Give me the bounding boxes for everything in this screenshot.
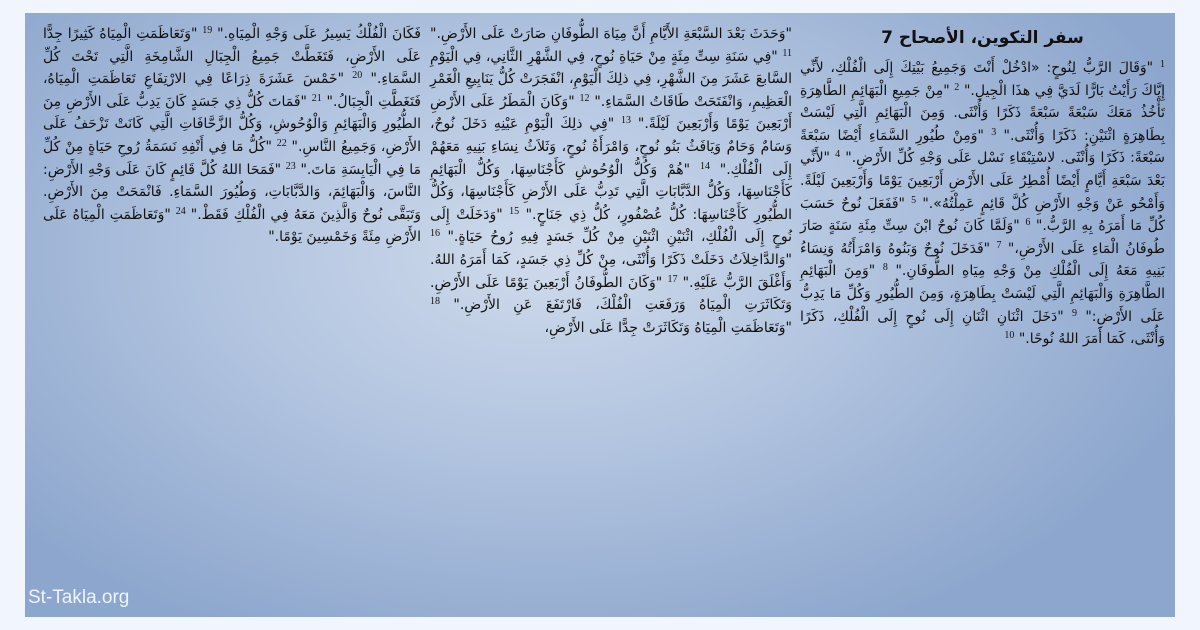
verse-text: "فَمَاتَ كُلُّ ذِي جَسَدٍ كَانَ يَدِبُّ عَلَى الأَرْضِ مِنَ الطُّيُورِ وَالْبَهَائِمِ وَالْوُحُوشِ، وَكُلُّ الزَّحَّافَاتِ الَّتِي كَانَتْ تَزْحَفُ عَلَى الأَرْضِ، وَجَمِيعُ النَّاسِ." [43, 93, 422, 155]
verse-text: فَكَانَ الْفُلْكُ يَسِيرُ عَلَى وَجْهِ الْمِيَاهِ." [217, 26, 422, 42]
verse-number: 4 [835, 149, 841, 161]
verse-text: "وَتَعَاظَمَتِ الْمِيَاهُ وَتَكَاثَرَتْ جِدًّا عَلَى الأَرْضِ، [544, 319, 792, 336]
verse-number: 18 [430, 296, 440, 308]
verse-text: "خَمْسَ عَشَرَةَ ذِرَاعًا فِي الارْتِفَاعِ تَعَاظَمَتِ الْمِيَاهُ، فَتَغَطَّتِ الْجِبَالُ." [43, 71, 421, 110]
verse-text: "وَمِنْ طُيُورِ السَّمَاءِ أَيْضًا سَبْعَةً سَبْعَةً: ذَكَرًا وَأُنْثَى. لاسْتِبْقَاءِ نَسْل عَلَى وَجْهِ كُلِّ الأَرْضِ." [800, 127, 1166, 167]
verse-number: 22 [276, 137, 287, 149]
verse-number: 1 [1160, 59, 1166, 70]
column-text [430, 23, 792, 339]
text-column-middle [430, 23, 792, 339]
verse-number: 2 [954, 81, 960, 93]
verse-text: "وَمِنَ الْبَهَائِمِ الطَّاهِرَةِ وَالْبَهَائِمِ الَّتِي لَيْسَتْ بِطَاهِرَةٍ، وَمِنَ الطُّيُورِ وَكُلِّ مَا يَدِبُّ عَلَى الأَرْضِ:" [800, 263, 1166, 325]
verse-number: 13 [621, 115, 632, 127]
verse-text: "فَفَعَلَ نُوحٌ حَسَبَ كُلِّ مَا أَمَرَهُ بِهِ الرَّبُّ." [800, 195, 1166, 235]
verse-text: "فِي ذلِكَ الْيَوْمِ عَيْنِهِ دَخَلَ نُوحٌ، وَسَامٌ وَحَامٌ وَيَافَثُ بَنُو نُوحٍ، وَامْرَأَةُ نُوحٍ، وَثَلاَثُ نِسَاءِ بَنِيهِ مَعَهُمْ إِلَى الْفُلْكِ." [430, 116, 793, 178]
verse-text: "وَدَخَلَتْ إِلَى نُوحٍ إِلَى الْفُلْكِ، اثْنَيْنِ اثْنَيْنِ مِنْ كُلِّ جَسَدٍ فِيهِ رُوحُ حَيَاةٍ." [430, 206, 793, 246]
verse-number: 10 [1004, 330, 1015, 342]
column-text [43, 23, 421, 249]
chapter-panel [25, 13, 1175, 617]
verse-number: 20 [352, 70, 363, 82]
verse-text: "وَقَالَ الرَّبُّ لِنُوحٍ: «ادْخُلْ أَنْتَ وَجَمِيعُ بَيْتِكَ إِلَى الْفُلْكِ، لأَنِّي إِيَّاكَ رَأَيْتُ بَارًّا لَدَيَّ فِي هذَا الْجِيلِ." [800, 60, 1166, 99]
verse-text: "كُلُّ مَا فِي أَنْفِهِ نَسَمَةُ رُوحِ حَيَاةٍ مِنْ كُلِّ مَا فِي الْيَابِسَةِ مَاتَ." [43, 138, 422, 178]
verse-text: "فِي سَنَةِ سِتِّ مِئَةٍ مِنْ حَيَاةِ نُوحٍ، فِي الشَّهْرِ الثَّانِي، فِي الْيَوْمِ السَّابعَ عَشَرَ مِنَ الشَّهْرِ، فِي ذلِكَ الْيَوْمِ، انْفَجَرَتْ كُلُّ يَنَابِيعِ الْغَمْرِ الْعَظِيمِ، وَانْفَتَحَتْ طَاقَاتُ السَّمَاءِ." [430, 48, 793, 110]
verse-number: 7 [996, 239, 1002, 251]
verse-number: 5 [911, 194, 917, 206]
verse-text: "وَلَمَّا كَانَ نُوحٌ ابْنَ سِتِّ مِئَةِ سَنَةٍ صَارَ طُوفَانُ الْمَاءِ عَلَى الأَرْضِ،" [800, 218, 1165, 257]
verse-text: "وَكَانَ الْمَطَرُ عَلَى الأَرْضِ أَرْبَعِينَ يَوْمًا وَأَرْبَعِينَ لَيْلَةً." [430, 93, 792, 133]
text-column-right [800, 25, 1165, 351]
verse-text: "مِنْ جَمِيعِ الْبَهَائِمِ الطَّاهِرَةِ تَأْخُذُ مَعَكَ سَبْعَةً سَبْعَةً ذَكَرًا وَأُنْثَى. وَمِنَ الْبَهَائِمِ الَّتِي لَيْسَتْ بِطَاهِرَةٍ اثْنَيْنِ: ذَكَرًا وَأُنْثَى." [800, 82, 1165, 144]
verse-number: 14 [699, 160, 710, 172]
verse-number: 21 [311, 92, 322, 104]
verse-number: 12 [579, 92, 590, 104]
verse-text: "فَدَخَلَ نُوحٌ وَبَنُوهُ وَامْرَأَتُهُ وَنِسَاءُ بَنِيهِ مَعَهُ إِلَى الْفُلْكِ مِنْ وَجْهِ مِيَاهِ الطُّوفَانِ." [800, 240, 1166, 280]
verse-text: "وَكَانَ الطُّوفَانُ أَرْبَعِينَ يَوْمًا عَلَى الأَرْضِ. وَتَكَاثَرَتِ الْمِيَاهُ وَرَفَعَتِ الْفُلْكَ، فَارْتَفَعَ عَنِ الأَرْضِ." [430, 274, 792, 314]
chapter-title: سفر التكوين، الأصحاح 7 [881, 28, 1084, 48]
verse-number: 6 [1025, 217, 1031, 229]
watermark-logo: St-Takla.org [28, 587, 130, 608]
verse-text: "دَخَلَ اثْنَانِ اثْنَانِ إِلَى نُوحٍ إِلَى الْفُلْكِ، ذَكَرًا وَأُنْثَى، كَمَا أَمَرَ اللهُ نُوحًا." [800, 308, 1165, 348]
verse-number: 3 [991, 126, 997, 138]
verse-number: 9 [1072, 307, 1078, 319]
verse-text: "فَمَحَا اللهُ كُلَّ قَائِمٍ كَانَ عَلَى وَجْهِ الأَرْضِ: النَّاسَ، وَالْبَهَائِمَ، وَالدَّبَّابَاتِ، وَطُيُورَ السَّمَاءِ. فَانْمَحَتْ مِنَ الأَرْضِ. وَتَبَقَّى نُوحٌ وَالَّذِينَ مَعَهُ فِي الْفُلْكِ فَقَطْ." [43, 161, 422, 223]
verse-text: "لأَنِّي بَعْدَ سَبْعَةِ أَيَّامٍ أَيْضًا أُمْطِرُ عَلَى الأَرْضِ أَرْبَعِينَ يَوْمًا وَأَرْبَعِينَ لَيْلَةً. وَأَمْحُو عَنْ وَجْهِ الأَرْضِ كُلَّ قَائِمٍ عَمِلْتُهُ»." [800, 150, 1166, 212]
verse-number: 8 [882, 262, 888, 274]
verse-number: 11 [782, 47, 793, 59]
verse-text: "هُمْ وَكُلُّ الْوُحُوشِ كَأَجْنَاسِهَا، وَكُلُّ الْبَهَائِمِ كَأَجْنَاسِهَا، وَكُلُّ الدَّبَّابَاتِ الَّتِي تَدِبُّ عَلَى الأَرْضِ كَأَجْنَاسِهَا، وَكُلُّ الطُّيُورِ كَأَجْنَاسِهَا: كُلُّ عُصْفُورٍ، كُلُّ ذِي جَنَاحٍ." [430, 161, 793, 223]
verse-number: 24 [175, 205, 186, 217]
verse-number: 15 [509, 205, 520, 217]
text-column-left [43, 23, 421, 249]
verse-number: 16 [430, 228, 440, 240]
verse-number: 19 [202, 25, 213, 36]
verse-text: "وَتَعَاظَمَتِ الْمِيَاهُ عَلَى الأَرْضِ مِئَةً وَخَمْسِينَ يَوْمًا." [43, 206, 421, 246]
column-text [800, 57, 1165, 351]
verse-number: 17 [667, 273, 678, 285]
verse-text: "وَحَدَثَ بَعْدَ السَّبْعَةِ الأَيَّامِ أَنَّ مِيَاهَ الطُّوفَانِ صَارَتْ عَلَى الأَرْضِ." [430, 26, 792, 42]
verse-text: "وَالدَّاخِلاَتُ دَخَلَتْ ذَكَرًا وَأُنْثَى، مِنْ كُلِّ ذِي جَسَدٍ، كَمَا أَمَرَهُ اللهُ. وَأَغْلَقَ الرَّبُّ عَلَيْهِ." [430, 251, 792, 291]
verse-number: 23 [285, 160, 296, 172]
verse-text: "وَتَعَاظَمَتِ الْمِيَاهُ كَثِيرًا جِدًّا عَلَى الأَرْضِ، فَتَغَطَّتْ جَمِيعُ الْجِبَالِ الشَّامِخَةِ الَّتِي تَحْتَ كُلِّ السَّمَاءِ." [43, 26, 421, 88]
